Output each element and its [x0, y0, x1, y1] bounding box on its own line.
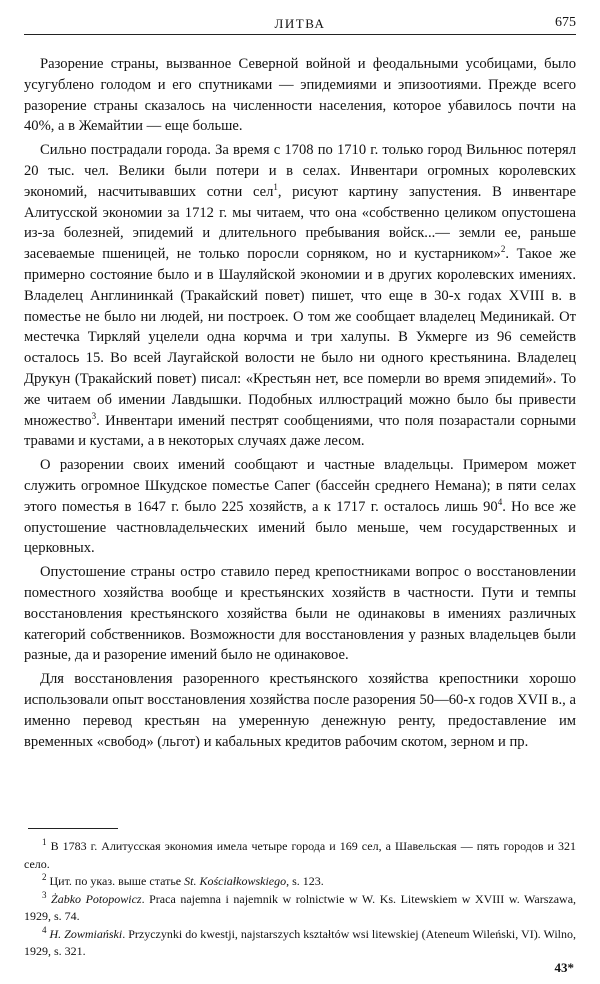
running-header — [24, 14, 576, 35]
paragraph-3: О разорении своих имений сообщают и частные владельцы. Примером может служить огромное Шкудское поместье Сапег (бассейн среднего Немана); в пяти селах этого поместья в 1647 г. было 225 хозяйств, а к 1717 г. осталось лишь $90^4$. Но все же опустошение частновладельческих имений было меньше, чем государственных и церковных. — [24, 457, 576, 557]
page — [24, 0, 576, 984]
header-title: ЛИТВА — [274, 16, 326, 31]
main-text — [24, 54, 576, 755]
paragraph-4: Опустошение страны остро ставило перед крепостниками вопрос о восстановлении поместного хозяйства вообще и крестьянских хозяйств в частности. Пути и темпы восстановления крестьянского хозяйства были не одинаковы в имениях различных категорий собственников. Возможности для восстановления у разных владельцев были разные, да и разорение имений было не одинаковое. — [24, 564, 576, 664]
footnote-ref-4: 4 — [497, 496, 503, 507]
footnote-2: $^2$ Цит. по указ. выше статье St. Kościałkowskiego, s. 123. — [42, 872, 324, 888]
footnote-ref-1: 1 — [273, 181, 278, 192]
footnote-divider — [28, 828, 118, 829]
paragraph-2: Сильно пострадали города. За время с 1708 по 1710 г. только город Вильнюс потерял 20 тыс. чел. Велики были потери и в селах. Инвентари огромных королевских экономий, насчитывавших сотни сел$^1$, рисуют картину запустения. В инвентаре Алитусской экономии за 1712 г. мы читаем, что она «собственно целиком опустошена из-за болезней, эпидемий и длительного пребывания войск...— земли ее, раньше засеваемые пшеницей, не только поросли сорняком, но и кустарником»$^2$. Такое же примерно состояние было и в Шауляйской экономии и в других королевских имениях. Владелец Англининкай (Тракайский повет) пишет, что еще в 30-х годах XVIII в. в поместье не было ни людей, ни построек. О том же сообщает владелец Мединикай. От местечка Тиркляй уцелели одна корчма и три халупы. В Укмерге из 96 семейств осталось 15. Во всей Лаугайской волости не было ни одного крестьянина. Владелец Друкун (Тракайский повет) писал: «Крестьян нет, все померли во время эпидемий». То же читаем об имении Лавдышки. Подобных иллюстраций можно было бы привести множество$^3$. Инвентари имений пестрят сообщениями, что поля позарастали сорными травами и кустами, а в некоторых случаях даже лесом. — [24, 142, 576, 450]
footnote-3: $^3$ Żabko Potopowicz. Praca najemna i najemnik w rolnictwie w W. Ks. Litewskiem w XVIII w. Warszawa, 1929, s. 74. — [24, 889, 577, 923]
footnote-1: $^1$ В 1783 г. Алитусская экономия имела четыре города и 169 сел, а Шавельская — пять городов и 321 село. — [24, 837, 577, 871]
footnote-4: $^4$ H. Zowmiański. Przyczynki do kwestji, najstarszych kształtów wsi litewskiej (Ateneum Wileński, VI). Wilno, 1929, s. 321. — [24, 924, 576, 958]
paragraph-1: Разорение страны, вызванное Северной войной и феодальными усобицами, было усугублено голодом и его спутниками — эпидемиями и эпизоотиями. Прежде всего разорение страны сказалось на численности населения, которое убавилось почти на 40%, а в Жемайтии — еще больше. — [24, 56, 576, 135]
paragraph-5: Для восстановления разоренного крестьянского хозяйства крепостники хорошо использовали опыт восстановления хозяйства после разорения 50—60-х годов XVII в., а именно перевод крестьян на умеренную денежную ренту, предоставление им временных «свобод» (льгот) и кабальных кредитов рабочим скотом, зерном и пр. — [24, 671, 576, 750]
signature-mark: 43* — [554, 960, 574, 975]
footnote-ref-2: 2 — [500, 244, 506, 255]
footnotes — [24, 838, 576, 961]
page-number: 675 — [555, 15, 576, 30]
footnote-ref-3: 3 — [91, 410, 97, 421]
